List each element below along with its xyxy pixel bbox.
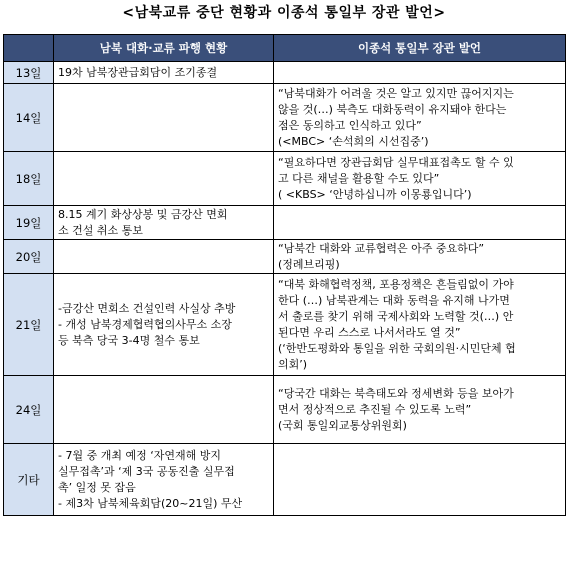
- row-date: 14일: [4, 84, 54, 152]
- remarks-line: 된다면 우리 스스로 나서서라도 열 것”: [278, 325, 461, 339]
- table-row: [4, 84, 566, 152]
- table-row: [4, 444, 566, 516]
- row-date: 21일: [4, 274, 54, 376]
- status-table: [3, 34, 566, 516]
- table-row: [4, 62, 566, 84]
- remarks-line: (정례브리핑): [278, 257, 340, 271]
- status-line: 실무접촉’과 ‘제 3국 공동진출 실무접: [58, 464, 235, 478]
- header-date: [4, 35, 54, 62]
- remarks-line: (<MBC> ‘손석희의 시선집중’): [278, 134, 429, 148]
- row-remarks: [274, 62, 566, 84]
- row-status: [54, 240, 274, 274]
- status-line: 19차 남북장관급회담이 조기종결: [58, 65, 218, 79]
- remarks-line: 한다 (…) 남북관계는 대화 동력을 유지해 나가면: [278, 293, 510, 307]
- table-row: [4, 376, 566, 444]
- status-line: - 7월 중 개최 예정 ‘자연재해 방지: [58, 448, 221, 462]
- row-date: 13일: [4, 62, 54, 84]
- row-remarks: [274, 152, 566, 206]
- header-remarks: 이종석 통일부 장관 발언: [274, 35, 566, 62]
- remarks-line: 면서 정상적으로 추진될 수 있도록 노력”: [278, 402, 472, 416]
- row-date: 24일: [4, 376, 54, 444]
- row-status: [54, 62, 274, 84]
- remarks-line: ( <KBS> ‘안녕하십니까 이몽룡입니다’): [278, 187, 472, 201]
- remarks-line: “남북대화가 어려울 것은 알고 있지만 끊어지지는: [278, 86, 514, 100]
- status-line: - 개성 남북경제협력협의사무소 소장: [58, 317, 232, 331]
- remarks-line: “대북 화해협력정책, 포용정책은 흔들림없이 가야: [278, 277, 514, 291]
- status-line: 촉’ 일정 못 잡음: [58, 480, 136, 494]
- remarks-line: “남북간 대화와 교류협력은 아주 중요하다”: [278, 241, 485, 255]
- remarks-line: (‘한반도평화와 통일을 위한 국회의원·시민단체 협: [278, 341, 516, 355]
- row-remarks: [274, 274, 566, 376]
- row-date: 기타: [4, 444, 54, 516]
- table-row: [4, 152, 566, 206]
- row-remarks: [274, 240, 566, 274]
- row-status: [54, 84, 274, 152]
- status-line: 등 북측 당국 3-4명 철수 통보: [58, 333, 200, 347]
- remarks-line: 점은 동의하고 인식하고 있다”: [278, 118, 422, 132]
- status-line: -금강산 면회소 건설인력 사실상 추방: [58, 301, 236, 315]
- table-row: [4, 240, 566, 274]
- remarks-line: “필요하다면 장관급회담 실무대표접촉도 할 수 있: [278, 155, 514, 169]
- table-row: [4, 206, 566, 240]
- table-body: [4, 62, 566, 516]
- row-status: [54, 444, 274, 516]
- header-status: 남북 대화·교류 파행 현황: [54, 35, 274, 62]
- remarks-line: 서 출로를 찾기 위해 국제사회와 노력할 것(…) 안: [278, 309, 514, 323]
- table-header-row: [4, 35, 566, 62]
- remarks-line: (국회 통일외교통상위원회): [278, 418, 407, 432]
- row-remarks: [274, 84, 566, 152]
- remarks-line: 않을 것(…) 북측도 대화동력이 유지돼야 한다는: [278, 102, 507, 116]
- status-line: - 제3차 남북체육회담(20~21일) 무산: [58, 496, 243, 510]
- row-remarks: [274, 376, 566, 444]
- row-status: [54, 376, 274, 444]
- remarks-line: 고 다른 채널을 활용할 수도 있다”: [278, 171, 440, 185]
- row-status: [54, 274, 274, 376]
- row-remarks: [274, 206, 566, 240]
- row-date: 18일: [4, 152, 54, 206]
- remarks-line: “당국간 대화는 북측태도와 정세변화 등을 보아가: [278, 386, 514, 400]
- row-status: [54, 206, 274, 240]
- row-date: 20일: [4, 240, 54, 274]
- row-date: 19일: [4, 206, 54, 240]
- row-status: [54, 152, 274, 206]
- row-remarks: [274, 444, 566, 516]
- status-line: 8.15 계기 화상상봉 및 금강산 면회: [58, 207, 228, 221]
- remarks-line: 의회’): [278, 357, 308, 371]
- status-line: 소 건설 취소 통보: [58, 223, 143, 237]
- table-row: [4, 274, 566, 376]
- page-title: <남북교류 중단 현황과 이종석 통일부 장관 발언>: [122, 5, 446, 21]
